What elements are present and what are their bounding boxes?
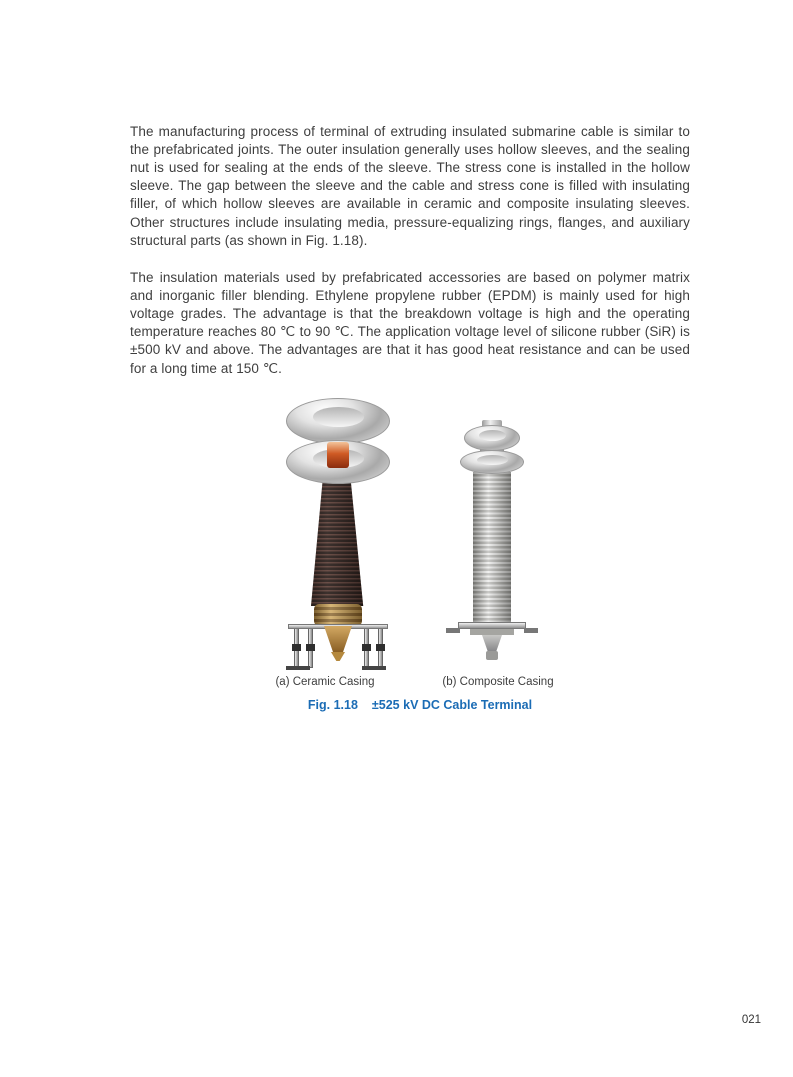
paragraph-insulation-materials: The insulation materials used by prefabricated accessories are based on polymer matrix and inorganic filler blending. Ethylene propylene rubber (EPDM) is mainly used for high voltage grades. The advantage is that the breakdown voltage is high and the operating temperature reaches 80 ℃ to 90 ℃. The application voltage level of silicone rubber (SiR) is ±500 kV and above. The advantages are that it has good heat resistance and can be used for a long time at 150 ℃. [130,269,690,376]
subcaption-ceramic-casing: (a) Ceramic Casing [275,676,375,688]
flange-bolt [446,628,460,633]
terminal-top-stud [327,442,349,468]
base-fitting [482,635,502,651]
subcaption-composite-casing: (b) Composite Casing [442,676,554,688]
leg-clamp [306,644,315,651]
composite-insulator-column [473,472,511,622]
ceramic-insulator-column [293,470,383,606]
leg-clamp [292,644,301,651]
corona-ring-lower [460,450,524,474]
ceramic-casing-terminal-image [278,398,398,674]
composite-casing-terminal-image [440,420,544,668]
base-tip [331,652,345,661]
figure-caption [140,698,700,712]
support-foot [362,666,386,670]
corona-ring-upper [464,425,520,451]
page-number: 021 [741,1014,761,1026]
figure-caption-title: ±525 kV DC Cable Terminal [371,698,533,712]
figure-caption-label: Fig. 1.18 [307,698,358,712]
figure-1-18 [130,396,690,720]
base-bar [470,629,514,635]
flange-bolt [524,628,538,633]
brass-base-fitting [314,604,362,626]
base-bell-fitting [324,626,352,652]
leg-clamp [376,644,385,651]
paragraph-terminal-manufacturing: The manufacturing process of terminal of extruding insulated submarine cable is similar to the prefabricated joints. The outer insulation generally uses hollow sleeves, and the sealing nut is used for sealing at the ends of the sleeve. The stress cone is installed in the hollow sleeve. The gap between the sleeve and the cable and stress cone is filled with insulating filler, of which hollow sleeves are available in ceramic and composite insulating sleeves. Other structures include insulating media, pressure-equalizing rings, flanges, and auxiliary structural parts (as shown in Fig. 1.18). [130,123,690,248]
base-tip [486,651,498,660]
leg-clamp [362,644,371,651]
corona-ring-upper [286,398,390,444]
base-flange [458,622,526,629]
support-foot [286,666,310,670]
